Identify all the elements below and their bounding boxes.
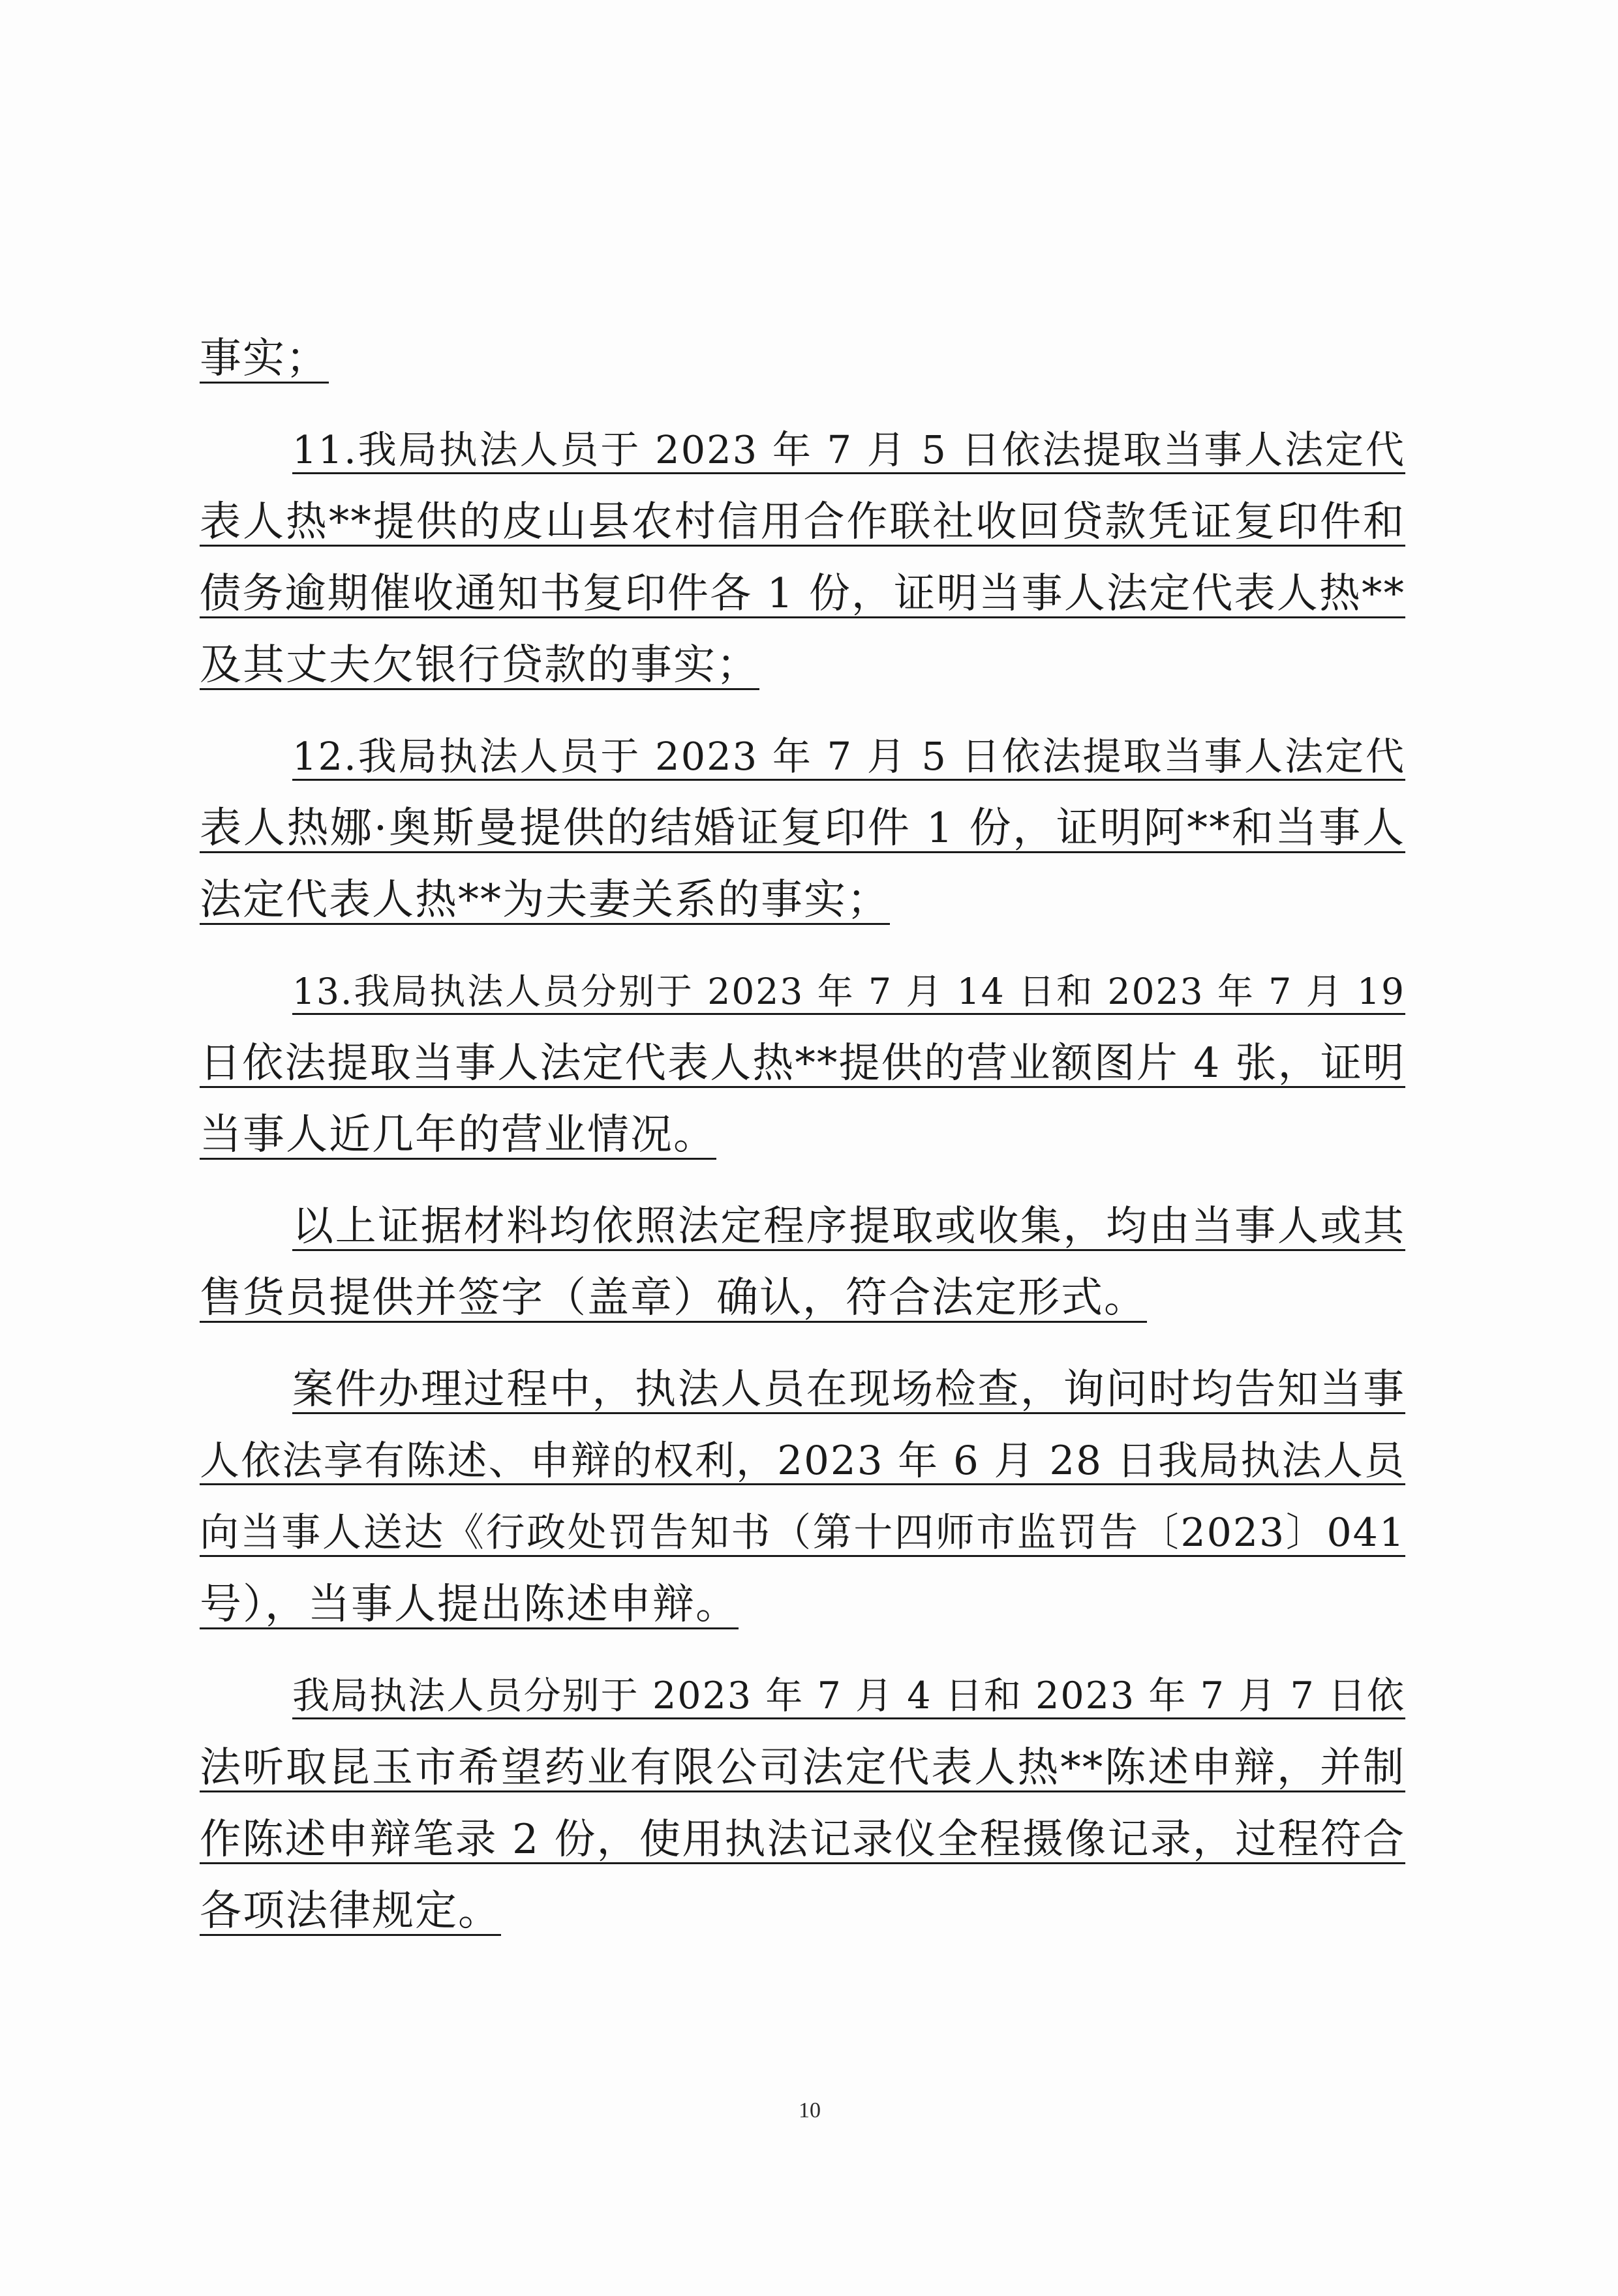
text-line: 人依法享有陈述、申辩的权利，2023 年 6 月 28 日我局执法人员: [200, 1438, 1405, 1484]
text-line: 12.我局执法人员于 2023 年 7 月 5 日依法提取当事人法定代: [292, 734, 1405, 779]
text-line: 以上证据材料均依照法定程序提取或收集，均由当事人或其: [292, 1202, 1405, 1250]
text-line: 售货员提供并签字（盖章）确认，符合法定形式。: [200, 1274, 1147, 1322]
text-line: 作陈述申辩笔录 2 份，使用执法记录仪全程摄像记录，过程符合: [200, 1815, 1405, 1863]
text-line: 法听取昆玉市希望药业有限公司法定代表人热**陈述申辩，并制: [200, 1744, 1405, 1791]
text-line: 事实；: [200, 335, 329, 383]
text-line: 当事人近几年的营业情况。: [200, 1111, 716, 1159]
page-number: 10: [799, 2098, 821, 2122]
text-line: 向当事人送达《行政处罚告知书（第十四师市监罚告〔2023〕041: [200, 1510, 1405, 1556]
text-line: 各项法律规定。: [200, 1887, 501, 1935]
text-line: 法定代表人热**为夫妻关系的事实；: [200, 876, 890, 924]
text-line: 表人热娜·奥斯曼提供的结婚证复印件 1 份，证明阿**和当事人: [200, 804, 1405, 853]
text-line: 号），当事人提出陈述申辩。: [200, 1580, 739, 1629]
text-line: 表人热**提供的皮山县农村信用合作联社收回贷款凭证复印件和: [200, 498, 1405, 545]
text-line: 债务逾期催收通知书复印件各 1 份，证明当事人法定代表人热**: [200, 569, 1405, 617]
text-line: 我局执法人员分别于 2023 年 7 月 4 日和 2023 年 7 月 7 日依: [292, 1674, 1405, 1717]
text-line: 11.我局执法人员于 2023 年 7 月 5 日依法提取当事人法定代: [292, 427, 1405, 472]
text-line: 日依法提取当事人法定代表人热**提供的营业额图片 4 张，证明: [200, 1039, 1405, 1087]
text-line: 13.我局执法人员分别于 2023 年 7 月 14 日和 2023 年 7 月 19: [292, 971, 1405, 1012]
text-line: 案件办理过程中，执法人员在现场检查，询问时均告知当事: [292, 1365, 1405, 1413]
text-line: 及其丈夫欠银行贷款的事实；: [200, 641, 759, 689]
